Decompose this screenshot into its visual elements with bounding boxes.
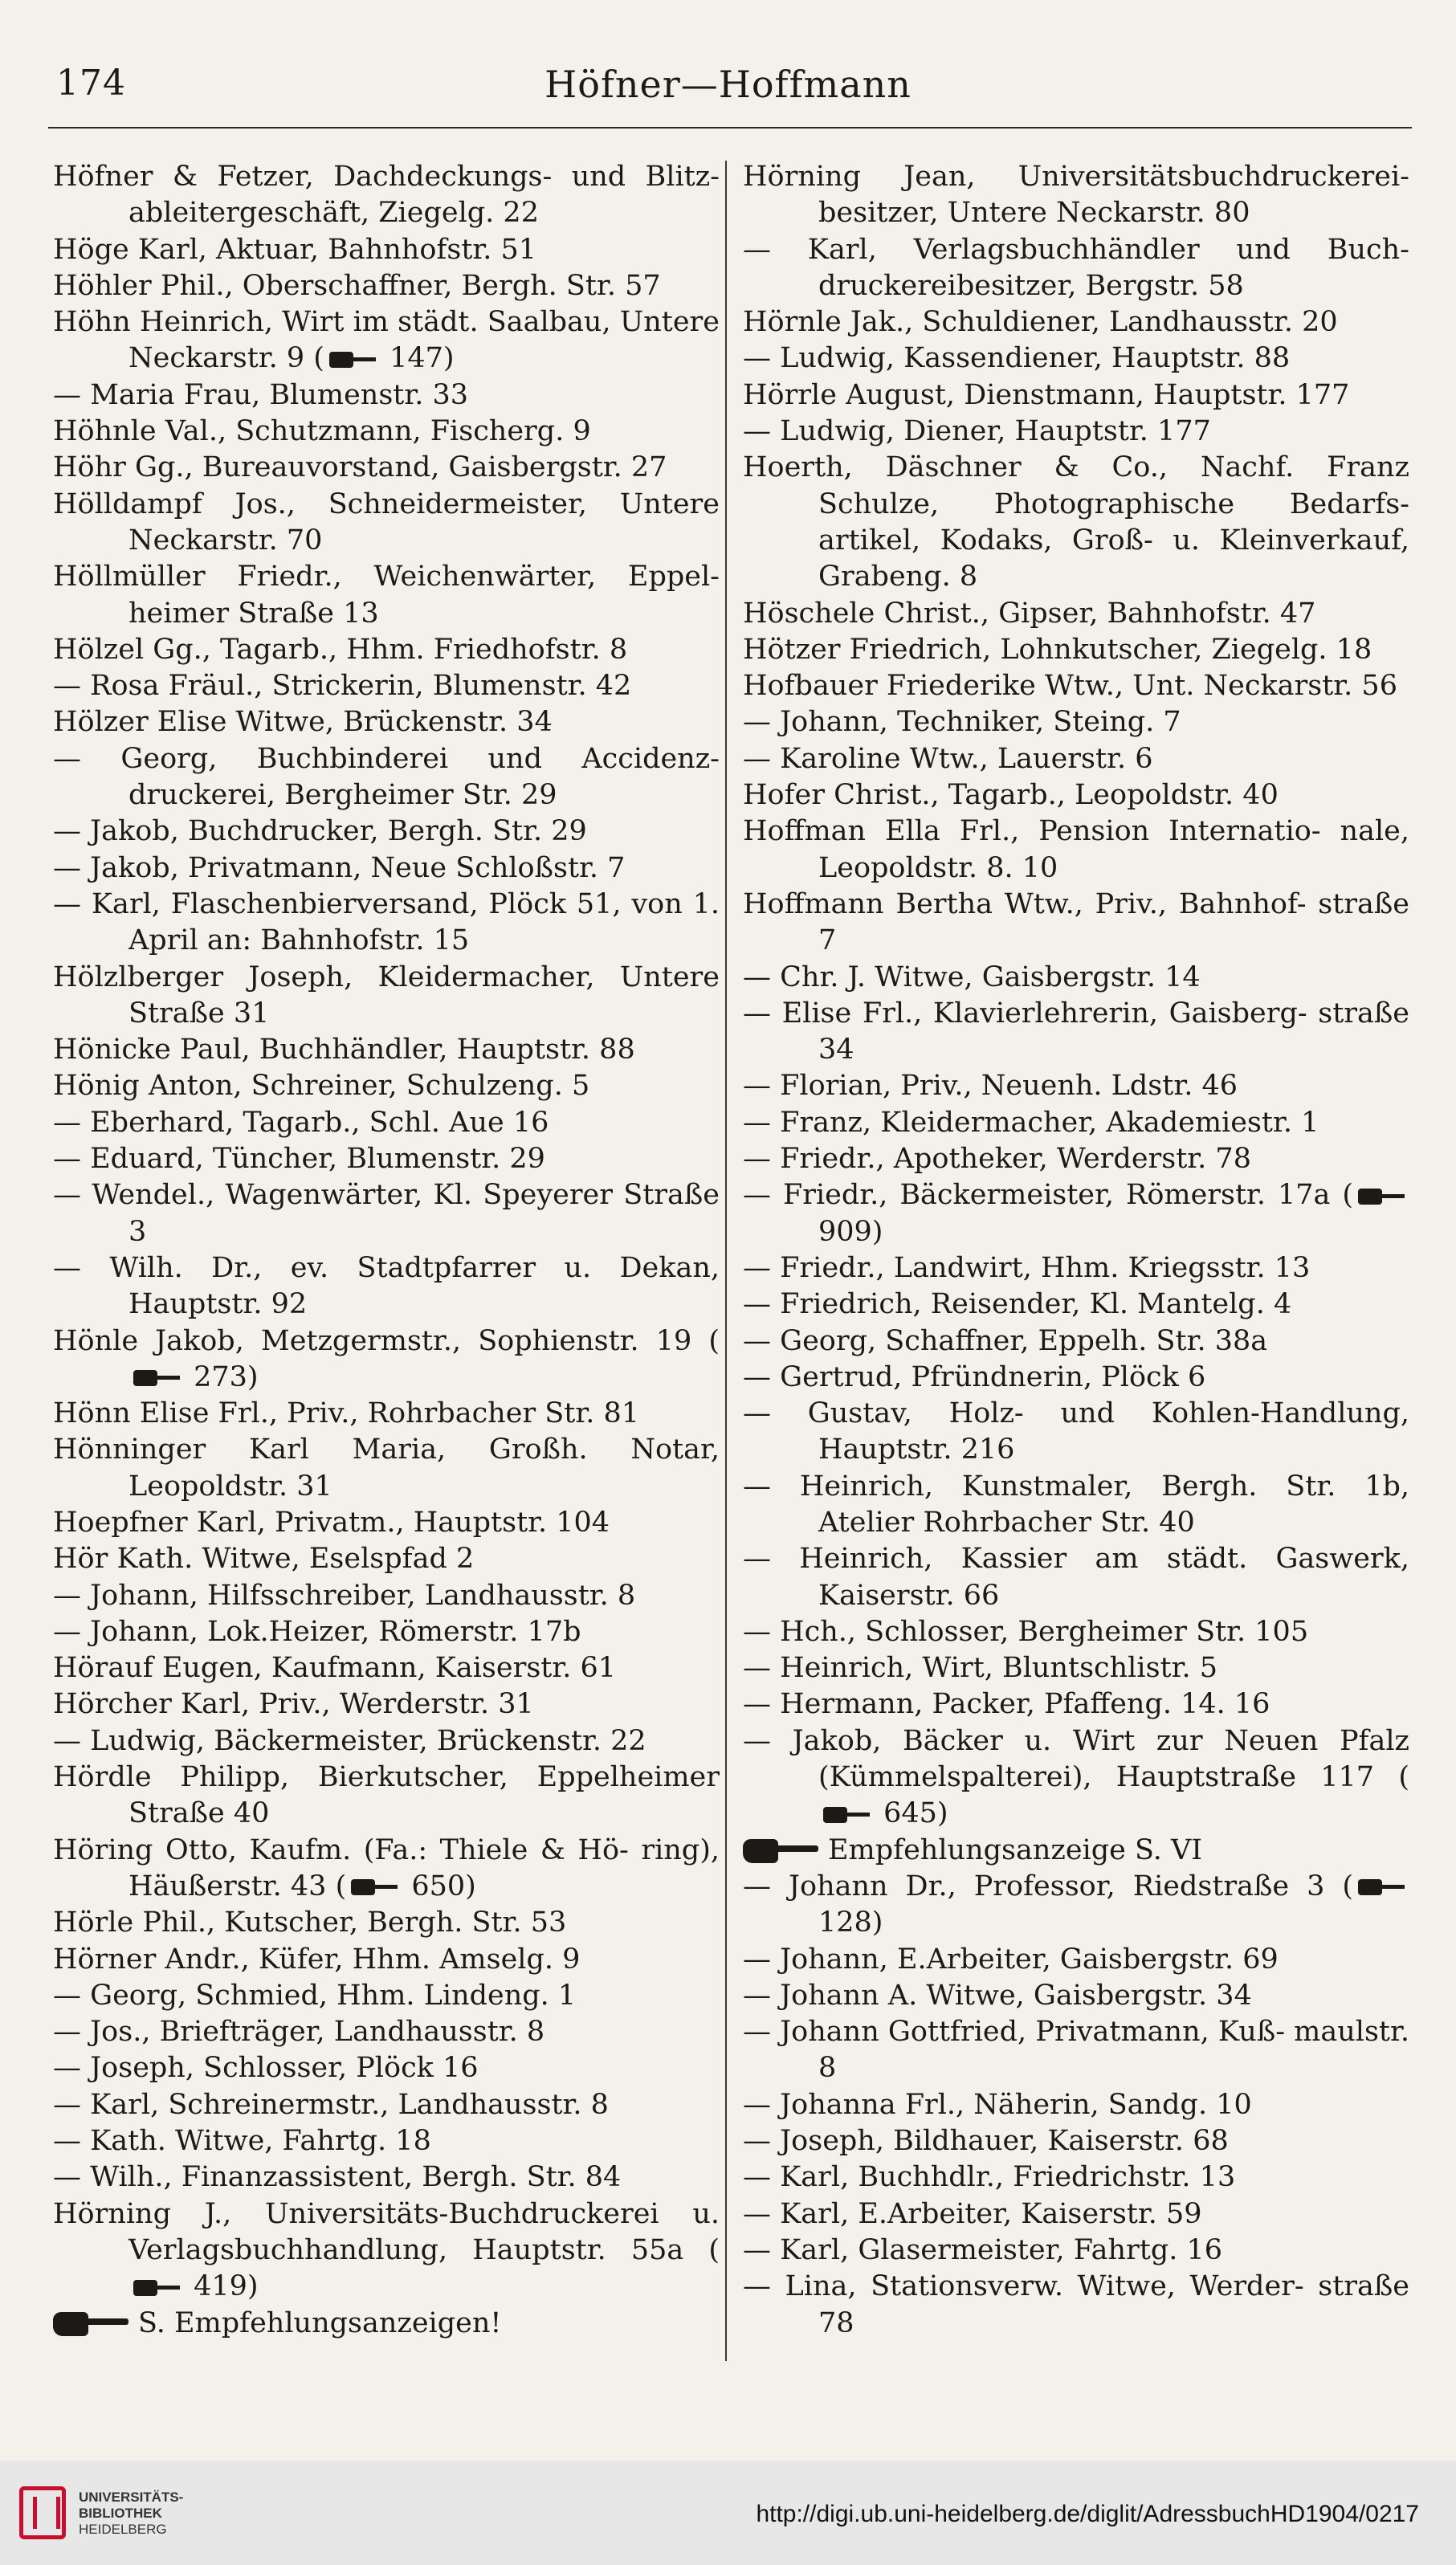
directory-entry — [53, 1541, 720, 1577]
entry-text: — Hch., Schlosser, Bergheimer Str. 105 — [743, 1615, 1309, 1648]
directory-entry — [743, 1650, 1409, 1686]
entry-text: Hönninger Karl Maria, Großh. Notar, Leopoldstr. 31 — [53, 1433, 729, 1503]
right-column — [743, 159, 1419, 2342]
directory-entry — [743, 2123, 1409, 2159]
directory-entry — [743, 704, 1409, 740]
entry-text: Hötzer Friedrich, Lohnkutscher, Ziegelg. 18 — [743, 633, 1372, 666]
directory-entry — [53, 1032, 720, 1068]
entry-text: — Johann, Techniker, Steing. 7 — [743, 706, 1181, 739]
directory-entry — [53, 850, 720, 887]
entry-text: Hörrle August, Dienstmann, Hauptstr. 177 — [743, 378, 1350, 411]
directory-entry — [53, 1396, 720, 1432]
entry-text: 128) — [818, 1870, 1419, 1939]
library-name-line: BIBLIOTHEK — [79, 2506, 162, 2521]
entry-text: — Johann Dr., Professor, Riedstraße 3 ( — [743, 1870, 1353, 1902]
entry-text: Höschele Christ., Gipser, Bahnhofstr. 47 — [743, 597, 1316, 630]
directory-entry — [743, 1541, 1419, 1614]
directory-entry — [53, 2014, 720, 2050]
directory-entry — [53, 1141, 720, 1177]
entry-text: — Ludwig, Bäckermeister, Brückenstr. 22 — [53, 1724, 646, 1757]
entry-text: — Karl, Buchhdlr., Friedrichstr. 13 — [743, 2161, 1236, 2194]
entry-text: Hölldampf Jos., Schneidermeister, Untere Neckarstr. 70 — [53, 487, 729, 557]
entry-text: Höhler Phil., Oberschaffner, Bergh. Str. 57 — [53, 269, 661, 302]
library-name — [79, 2490, 183, 2538]
directory-entry — [743, 1323, 1409, 1360]
entry-text: Hölzlberger Joseph, Kleidermacher, Untere Straße 31 — [53, 960, 729, 1030]
directory-entry — [53, 1650, 720, 1686]
entry-text: Hölzer Elise Witwe, Brückenstr. 34 — [53, 706, 553, 739]
entry-text: — Ludwig, Kassendiener, Hauptstr. 88 — [743, 342, 1291, 375]
directory-entry — [743, 632, 1409, 668]
directory-entry — [53, 559, 729, 632]
entry-text: Hörning J., Universitäts-Buchdruckerei u. Verlagsbuchhandlung, Hauptstr. 55a ( — [53, 2197, 729, 2266]
entry-text: — Johann A. Witwe, Gaisbergstr. 34 — [743, 1979, 1252, 2012]
entry-text: 419) — [185, 2270, 259, 2303]
directory-entry — [53, 1578, 720, 1614]
entry-text: Höhr Gg., Bureauvorstand, Gaisbergstr. 27 — [53, 451, 667, 484]
directory-entry — [743, 341, 1409, 377]
entry-text: — Heinrich, Kassier am städt. Gaswerk, Kaiserstr. 66 — [743, 1543, 1419, 1612]
library-logo-icon — [19, 2486, 66, 2539]
entry-text: 273) — [185, 1360, 259, 1393]
directory-entry — [743, 1723, 1419, 1833]
telephone-icon — [1356, 1878, 1406, 1897]
directory-entry — [743, 1105, 1409, 1141]
entry-text: — Heinrich, Kunstmaler, Bergh. Str. 1b, Atelier Rohrbacher Str. 40 — [743, 1470, 1419, 1539]
directory-entry — [53, 704, 720, 740]
entry-text: — Elise Frl., Klavierlehrerin, Gaisberg- straße 34 — [743, 997, 1419, 1066]
entry-text: — Karl, Schreinermstr., Landhausstr. 8 — [53, 2088, 609, 2121]
directory-entry — [743, 2159, 1409, 2196]
pointing-hand-icon — [743, 1837, 820, 1865]
directory-entry — [53, 2123, 720, 2159]
entry-text: — Jakob, Privatmann, Neue Schloßstr. 7 — [53, 851, 626, 884]
directory-entry — [743, 377, 1409, 414]
entry-text: 650) — [402, 1870, 476, 1902]
entry-text: — Friedr., Landwirt, Hhm. Kriegsstr. 13 — [743, 1251, 1311, 1284]
entry-text: — Johann, Lok.Heizer, Römerstr. 17b — [53, 1615, 581, 1648]
directory-entry — [743, 1614, 1409, 1650]
entry-text: — Joseph, Bildhauer, Kaiserstr. 68 — [743, 2125, 1229, 2158]
directory-entry — [53, 1432, 729, 1505]
directory-entry — [743, 814, 1419, 887]
directory-entry — [743, 1287, 1409, 1323]
entry-text: — Karl, Flaschenbierversand, Plöck 51, von 1. April an: Bahnhofstr. 15 — [53, 887, 729, 957]
directory-entry — [743, 1396, 1419, 1469]
entry-text: — Hermann, Packer, Pfaffeng. 14. 16 — [743, 1688, 1270, 1721]
directory-entry — [743, 1141, 1409, 1177]
entry-text: Hörauf Eugen, Kaufmann, Kaiserstr. 61 — [53, 1652, 617, 1685]
directory-entry — [743, 996, 1419, 1069]
directory-entry — [743, 232, 1419, 305]
library-name-line: HEIDELBERG — [79, 2522, 167, 2537]
entry-text: Höhn Heinrich, Wirt im städt. Saalbau, Untere Neckarstr. 9 ( — [53, 306, 729, 375]
entry-text: — Georg, Buchbinderei und Accidenz- druckerei, Bergheimer Str. 29 — [53, 742, 729, 812]
entry-text: — Johann Gottfried, Privatmann, Kuß- maulstr. 8 — [743, 2016, 1419, 2085]
telephone-icon — [1356, 1187, 1406, 1206]
page-number: 174 — [56, 63, 126, 104]
directory-entry — [743, 414, 1409, 450]
entry-text: 147) — [380, 342, 455, 375]
directory-entry — [53, 377, 720, 414]
directory-entry — [53, 2196, 729, 2306]
entry-text: — Friedr., Bäckermeister, Römerstr. 17a ( — [743, 1179, 1353, 1212]
directory-entry — [53, 1760, 729, 1833]
directory-entry — [743, 450, 1419, 595]
directory-entry — [53, 1905, 720, 1941]
entry-text: Höhnle Val., Schutzmann, Fischerg. 9 — [53, 415, 591, 448]
directory-entry — [53, 632, 720, 668]
directory-entry — [53, 159, 729, 232]
entry-text: — Eberhard, Tagarb., Schl. Aue 16 — [53, 1106, 549, 1139]
entry-text: 645) — [875, 1797, 948, 1830]
entry-text: — Rosa Fräul., Strickerin, Blumenstr. 42 — [53, 670, 632, 703]
telephone-icon — [132, 1368, 181, 1388]
directory-entry — [53, 2087, 720, 2123]
entry-text: Hönn Elise Frl., Priv., Rohrbacher Str. 81 — [53, 1397, 639, 1430]
entry-text: — Friedr., Apotheker, Werderstr. 78 — [743, 1143, 1251, 1176]
entry-text: — Florian, Priv., Neuenh. Ldstr. 46 — [743, 1070, 1238, 1103]
directory-entry — [53, 960, 729, 1033]
entry-text: Hoerth, Däschner & Co., Nachf. Franz Schulze, Photographische Bedarfs- artikel, Kodaks, Groß- u. Kleinverkauf, Grabeng. 8 — [743, 451, 1419, 593]
entry-text: — Friedrich, Reisender, Kl. Mantelg. 4 — [743, 1288, 1292, 1321]
entry-text: — Johanna Frl., Näherin, Sandg. 10 — [743, 2088, 1252, 2121]
entry-text: — Maria Frau, Blumenstr. 33 — [53, 378, 469, 411]
directory-entry — [743, 1250, 1409, 1287]
entry-text: Hörcher Karl, Priv., Werderstr. 31 — [53, 1688, 534, 1721]
directory-entry — [53, 304, 729, 377]
entry-text: Höllmüller Friedr., Weichenwärter, Eppel- heimer Straße 13 — [53, 561, 729, 630]
entry-text: Hönig Anton, Schreiner, Schulzeng. 5 — [53, 1070, 590, 1103]
entry-text: — Joseph, Schlosser, Plöck 16 — [53, 2052, 479, 2085]
entry-text: — Jos., Briefträger, Landhausstr. 8 — [53, 2016, 545, 2049]
directory-entry — [743, 741, 1409, 777]
directory-entry — [743, 159, 1419, 232]
telephone-icon — [822, 1805, 871, 1825]
directory-entry — [743, 1360, 1409, 1396]
entry-text: — Heinrich, Wirt, Bluntschlistr. 5 — [743, 1652, 1218, 1685]
entry-text: Höge Karl, Aktuar, Bahnhofstr. 51 — [53, 233, 537, 266]
telephone-icon — [328, 350, 377, 369]
directory-entry — [743, 1068, 1409, 1104]
directory-entry — [53, 450, 720, 486]
telephone-icon — [349, 1878, 399, 1897]
entry-text: — Franz, Kleidermacher, Akademiestr. 1 — [743, 1106, 1319, 1139]
entry-text: — Jakob, Bäcker u. Wirt zur Neuen Pfalz (Kümmelspalterei), Hauptstraße 117 ( — [743, 1724, 1419, 1794]
entry-text: — Eduard, Tüncher, Blumenstr. 29 — [53, 1143, 545, 1176]
entry-text: — Wilh., Finanzassistent, Bergh. Str. 84 — [53, 2161, 622, 2194]
directory-entry — [53, 1686, 720, 1723]
entry-text: Hör Kath. Witwe, Eselspfad 2 — [53, 1543, 475, 1576]
entry-text: — Georg, Schaffner, Eppelh. Str. 38a — [743, 1324, 1268, 1357]
entry-text: — Wendel., Wagenwärter, Kl. Speyerer Straße 3 — [53, 1179, 729, 1248]
directory-entry — [743, 1942, 1409, 1978]
library-name-line: UNIVERSITÄTS- — [79, 2490, 184, 2505]
entry-text: — Gertrud, Pfründnerin, Plöck 6 — [743, 1360, 1206, 1393]
directory-entry — [743, 960, 1409, 996]
directory-entry — [53, 487, 729, 560]
entry-text: — Karl, Glasermeister, Fahrtg. 16 — [743, 2233, 1223, 2266]
entry-text: — Jakob, Buchdrucker, Bergh. Str. 29 — [53, 815, 587, 848]
entry-text: Hofer Christ., Tagarb., Leopoldstr. 40 — [743, 779, 1279, 812]
entry-text: — Karl, E.Arbeiter, Kaiserstr. 59 — [743, 2197, 1202, 2230]
entry-text: Hörning Jean, Universitätsbuchdruckerei- besitzer, Untere Neckarstr. 80 — [743, 161, 1419, 230]
entry-text: Hörnle Jak., Schuldiener, Landhausstr. 20 — [743, 306, 1338, 339]
directory-entry — [53, 814, 720, 850]
directory-entry — [743, 2014, 1419, 2087]
entry-text: — Wilh. Dr., ev. Stadtpfarrer u. Dekan, Hauptstr. 92 — [53, 1251, 729, 1321]
entry-text: 909) — [818, 1179, 1419, 1248]
directory-entry — [53, 2050, 720, 2086]
directory-entry — [53, 1323, 720, 1397]
entry-text: — Chr. J. Witwe, Gaisbergstr. 14 — [743, 960, 1201, 993]
entry-text: — Gustav, Holz- und Kohlen-Handlung, Hauptstr. 216 — [743, 1397, 1419, 1466]
directory-entry — [53, 1978, 720, 2014]
directory-entry — [53, 1250, 729, 1323]
entry-text: Empfehlungsanzeige S. VI — [828, 1833, 1203, 1866]
directory-entry — [743, 2269, 1419, 2342]
entry-text: Höring Otto, Kaufm. (Fa.: Thiele & Hö- ring), Häußerstr. 43 ( — [53, 1833, 729, 1902]
entry-text: Hoffmann Bertha Wtw., Priv., Bahnhof- straße 7 — [743, 887, 1419, 957]
entry-text: — Kath. Witwe, Fahrtg. 18 — [53, 2125, 431, 2158]
directory-entry — [53, 1614, 720, 1650]
entry-text: — Ludwig, Diener, Hauptstr. 177 — [743, 415, 1211, 448]
directory-entry — [53, 414, 720, 450]
entry-text: — Georg, Schmied, Hhm. Lindeng. 1 — [53, 1979, 577, 2012]
entry-text: Hoffman Ella Frl., Pension Internatio- nale, Leopoldstr. 8. 10 — [743, 815, 1419, 884]
entry-text: Hönicke Paul, Buchhändler, Hauptstr. 88 — [53, 1034, 635, 1066]
entry-text: Hofbauer Friederike Wtw., Unt. Neckarstr. 56 — [743, 670, 1397, 703]
viewer-footer — [0, 2461, 1456, 2565]
directory-entry — [53, 1942, 720, 1978]
entry-text: Hölzel Gg., Tagarb., Hhm. Friedhofstr. 8 — [53, 633, 628, 666]
entry-text: Hördle Philipp, Bierkutscher, Eppelheimer Straße 40 — [53, 1761, 729, 1830]
entry-text: Hörner Andr., Küfer, Hhm. Amselg. 9 — [53, 1943, 581, 1976]
entry-text: — Johann, Hilfsschreiber, Landhausstr. 8 — [53, 1579, 636, 1612]
directory-entry — [743, 1469, 1419, 1542]
entry-text: Hoepfner Karl, Privatm., Hauptstr. 104 — [53, 1506, 610, 1539]
directory-entry — [53, 232, 720, 268]
directory-entry — [743, 2233, 1409, 2269]
directory-entry — [53, 2159, 720, 2196]
entry-text: S. Empfehlungsanzeigen! — [138, 2306, 502, 2339]
directory-entry — [743, 887, 1419, 960]
directory-entry — [743, 777, 1409, 814]
header-rule — [48, 127, 1412, 128]
directory-entry — [743, 1869, 1419, 1942]
directory-entry — [53, 668, 720, 704]
directory-entry — [53, 1105, 720, 1141]
entry-text: — Johann, E.Arbeiter, Gaisbergstr. 69 — [743, 1943, 1279, 1976]
left-column — [53, 159, 729, 2342]
directory-entry — [743, 1833, 1409, 1869]
directory-entry — [743, 1978, 1409, 2014]
directory-entry — [53, 741, 729, 814]
entry-text: Höfner & Fetzer, Dachdeckungs- und Blitz- ableitergeschäft, Ziegelg. 22 — [53, 161, 729, 230]
directory-entry — [53, 1833, 729, 1906]
entry-text: — Karl, Verlagsbuchhändler und Buch- druckereibesitzer, Bergstr. 58 — [743, 233, 1419, 302]
directory-entry — [53, 887, 729, 960]
entry-text: Hörle Phil., Kutscher, Bergh. Str. 53 — [53, 1906, 567, 1939]
pointing-hand-icon — [53, 2310, 130, 2338]
directory-entry — [53, 1068, 720, 1104]
entry-text: — Lina, Stationsverw. Witwe, Werder- straße 78 — [743, 2270, 1419, 2339]
directory-entry — [743, 304, 1409, 341]
directory-entry — [53, 1723, 720, 1760]
directory-entry — [743, 2196, 1409, 2233]
directory-entry — [743, 1686, 1409, 1723]
running-title: Höfner—Hoffmann — [544, 63, 912, 106]
telephone-icon — [132, 2278, 181, 2298]
directory-entry — [743, 2087, 1409, 2123]
directory-entry — [743, 668, 1409, 704]
permalink-url[interactable]: http://digi.ub.uni-heidelberg.de/diglit/AdressbuchHD1904/0217 — [756, 2501, 1419, 2527]
directory-entry — [53, 268, 720, 304]
directory-entry — [53, 2306, 720, 2342]
entry-text: Hönle Jakob, Metzgermstr., Sophienstr. 19 ( — [53, 1324, 720, 1357]
entry-text: — Karoline Wtw., Lauerstr. 6 — [743, 742, 1153, 775]
directory-entry — [743, 1177, 1419, 1250]
directory-entry — [53, 1177, 729, 1250]
directory-entry — [743, 596, 1409, 632]
directory-entry — [53, 1505, 720, 1541]
